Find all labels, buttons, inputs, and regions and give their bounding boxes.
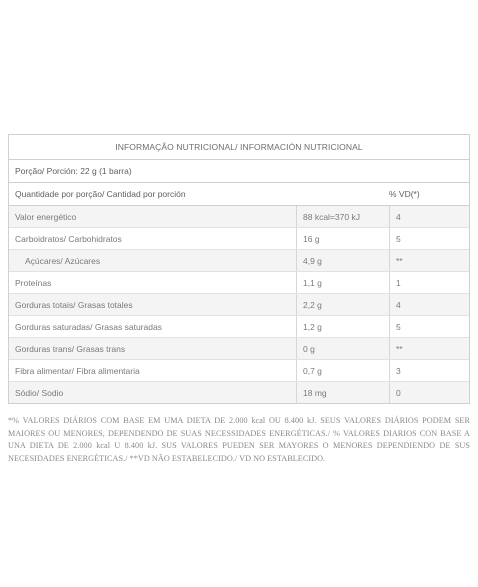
nutrient-name: Gorduras trans/ Grasas trans <box>9 338 297 360</box>
nutrient-name: Sódio/ Sodio <box>9 382 297 404</box>
nutrient-name: Gorduras totais/ Grasas totales <box>9 294 297 316</box>
nutrient-vd: 5 <box>390 228 470 250</box>
nutrient-name: Valor energético <box>9 206 297 228</box>
nutrient-amount: 1,1 g <box>297 272 390 294</box>
table-row <box>9 382 469 404</box>
table-row <box>9 228 469 250</box>
portion-size: Porção/ Porción: 22 g (1 barra) <box>9 160 469 183</box>
nutrient-vd: 4 <box>390 206 470 228</box>
nutrition-facts-table <box>8 134 470 404</box>
daily-value-header: % VD(*) <box>389 189 420 199</box>
nutrient-vd: 1 <box>390 272 470 294</box>
nutrient-vd: 5 <box>390 316 470 338</box>
quantity-header: Quantidade por porção/ Cantidad por porción <box>15 189 186 199</box>
column-header-row <box>9 183 469 206</box>
nutrient-amount: 18 mg <box>297 382 390 404</box>
nutrient-amount: 0,7 g <box>297 360 390 382</box>
table-row <box>9 250 469 272</box>
table-row <box>9 316 469 338</box>
nutrient-vd: ** <box>390 250 470 272</box>
table-row <box>9 360 469 382</box>
nutrient-name: Proteínas <box>9 272 297 294</box>
nutrient-vd: 4 <box>390 294 470 316</box>
table-row <box>9 294 469 316</box>
nutrient-vd: 3 <box>390 360 470 382</box>
nutrient-vd: 0 <box>390 382 470 404</box>
nutrient-amount: 2,2 g <box>297 294 390 316</box>
nutrient-name: Gorduras saturadas/ Grasas saturadas <box>9 316 297 338</box>
nutrient-name: Açúcares/ Azúcares <box>9 250 297 272</box>
daily-values-footnote: *% VALORES DIÁRIOS COM BASE EM UMA DIETA DE 2.000 kcal OU 8.400 kJ. SEUS VALORES DIÁRIOS PODEM SER MAIORES OU MENORES, DEPENDENDO DE SUAS NECESSIDADES ENERGÉTICAS./ % VALORES DIARIOS CON BASE A UNA DIETA DE 2.000 kcal U 8.400 kJ. SUS VALORES PUEDEN SER MAYORES O MENORES DEPENDIENDO DE SUS NECESIDADES ENERGÉTICAS./ **VD NÃO ESTABELECIDO./ VD NO ESTABLECIDO. <box>8 416 470 463</box>
table-row <box>9 338 469 360</box>
nutrient-amount: 1,2 g <box>297 316 390 338</box>
nutrient-amount: 0 g <box>297 338 390 360</box>
nutrient-amount: 88 kcal=370 kJ <box>297 206 390 228</box>
nutrient-amount: 16 g <box>297 228 390 250</box>
nutrient-name: Carboidratos/ Carbohidratos <box>9 228 297 250</box>
table-title: INFORMAÇÃO NUTRICIONAL/ INFORMACIÓN NUTRICIONAL <box>9 135 469 160</box>
nutrient-vd: ** <box>390 338 470 360</box>
nutrient-amount: 4,9 g <box>297 250 390 272</box>
nutrient-rows <box>9 206 469 403</box>
table-row <box>9 206 469 228</box>
table-row <box>9 272 469 294</box>
nutrient-name: Fibra alimentar/ Fibra alimentaria <box>9 360 297 382</box>
